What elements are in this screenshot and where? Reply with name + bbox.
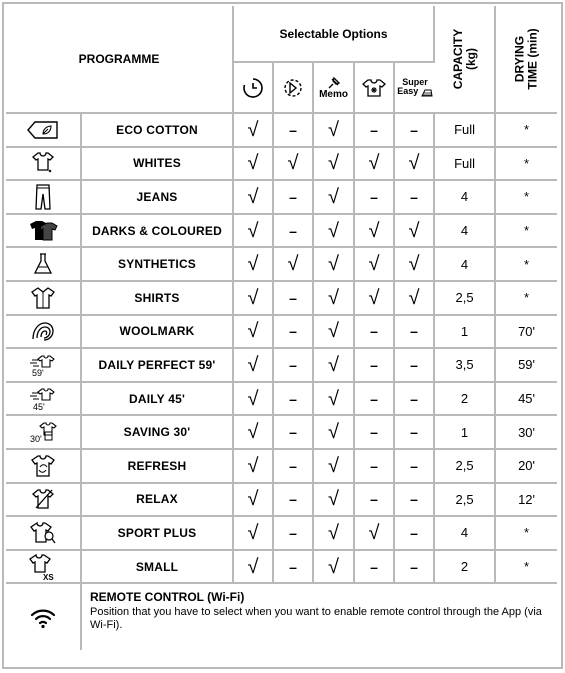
drying-time-value: 30' (496, 416, 557, 450)
programme-icon-cell (6, 416, 82, 450)
daily-45-icon (6, 386, 80, 412)
table-row (6, 349, 557, 383)
drying-time-value: 70' (496, 316, 557, 350)
programme-icon-cell (6, 248, 82, 282)
option-mark-dash: – (355, 450, 395, 484)
programme-name: SAVING 30' (82, 416, 234, 450)
option-mark-check: √ (234, 517, 274, 551)
option-mark-dash: – (355, 484, 395, 518)
small-shirt-icon (6, 553, 80, 581)
option-mark-dash: – (395, 181, 435, 215)
table-row (6, 484, 557, 518)
memo-label: Memo (319, 88, 348, 100)
remote-control-title: REMOTE CONTROL (Wi-Fi) (90, 590, 245, 605)
table-row (6, 450, 557, 484)
programme-name: SPORT PLUS (82, 517, 234, 551)
drying-time-value: * (496, 181, 557, 215)
capacity-value: 2,5 (435, 282, 496, 316)
programme-icon-cell (6, 517, 82, 551)
option-mark-check: √ (314, 484, 355, 518)
capacity-value: 2 (435, 551, 496, 585)
option-delay-start (234, 63, 274, 114)
drying-time-value: * (496, 517, 557, 551)
capacity-header-line1: CAPACITY (451, 28, 466, 90)
daily-perfect-59-icon (6, 352, 80, 378)
capacity-value: Full (435, 148, 496, 182)
option-mark-dash: – (274, 450, 314, 484)
programme-name: WOOLMARK (82, 316, 234, 350)
option-mark-check: √ (355, 248, 395, 282)
option-mark-dash: – (395, 517, 435, 551)
remote-control-text (82, 584, 557, 650)
option-mark-check: √ (234, 148, 274, 182)
option-mark-check: √ (355, 215, 395, 249)
svg-text:30': 30' (30, 434, 42, 445)
option-mark-check: √ (234, 551, 274, 585)
relax-icon (6, 487, 80, 511)
drying-time-value: 45' (496, 383, 557, 417)
option-mark-check: √ (395, 248, 435, 282)
option-mark-check: √ (234, 383, 274, 417)
option-mark-dash: – (274, 416, 314, 450)
programme-name: REFRESH (82, 450, 234, 484)
shirt-icon (6, 286, 80, 310)
drying-time-value: 59' (496, 349, 557, 383)
table-row (6, 551, 557, 585)
drying-time-value: 12' (496, 484, 557, 518)
table-row (6, 383, 557, 417)
option-mark-dash: – (274, 215, 314, 249)
table-row (6, 316, 557, 350)
capacity-value: 1 (435, 316, 496, 350)
wifi-icon (29, 605, 57, 629)
capacity-value: 4 (435, 248, 496, 282)
programme-icon-cell (6, 215, 82, 249)
option-mark-check: √ (314, 215, 355, 249)
option-mark-dash: – (355, 551, 395, 585)
programme-name: DAILY 45' (82, 383, 234, 417)
capacity-value: Full (435, 114, 496, 148)
option-mark-check: √ (314, 316, 355, 350)
option-mark-check: √ (234, 215, 274, 249)
option-mark-check: √ (234, 114, 274, 148)
programme-icon-cell (6, 450, 82, 484)
eco-tag-icon (6, 120, 80, 140)
table-row (6, 517, 557, 551)
table-row (6, 181, 557, 215)
option-mark-dash: – (274, 551, 314, 585)
option-mark-check: √ (355, 517, 395, 551)
option-mark-check: √ (234, 416, 274, 450)
programme-icon-cell (6, 316, 82, 350)
svg-text:45': 45' (33, 401, 45, 412)
option-mark-dash: – (274, 282, 314, 316)
option-mark-check: √ (395, 148, 435, 182)
drying-time-value: * (496, 114, 557, 148)
option-mark-dash: – (274, 114, 314, 148)
programme-table (6, 6, 557, 650)
capacity-value: 4 (435, 215, 496, 249)
option-mark-check: √ (314, 517, 355, 551)
option-mark-check: √ (314, 114, 355, 148)
programme-icon-cell (6, 484, 82, 518)
option-mark-dash: – (355, 181, 395, 215)
capacity-value: 4 (435, 517, 496, 551)
table-row (6, 416, 557, 450)
white-shirt-icon (6, 150, 80, 176)
option-mark-check: √ (395, 282, 435, 316)
option-mark-dash: – (355, 349, 395, 383)
capacity-value: 2,5 (435, 450, 496, 484)
option-mark-check: √ (314, 349, 355, 383)
programme-name: DAILY PERFECT 59' (82, 349, 234, 383)
drying-time-header (496, 6, 557, 114)
refresh-shirt-icon (6, 454, 80, 478)
programme-name: SMALL (82, 551, 234, 585)
option-mark-check: √ (234, 484, 274, 518)
super-easy-iron-icon (421, 88, 433, 97)
option-mark-check: √ (355, 282, 395, 316)
table-row (6, 114, 557, 148)
table-row (6, 248, 557, 282)
dark-clothes-icon (6, 218, 80, 244)
option-mark-dash: – (274, 517, 314, 551)
option-mark-check: √ (314, 383, 355, 417)
drying-time-value: * (496, 248, 557, 282)
capacity-value: 1 (435, 416, 496, 450)
jeans-icon (6, 183, 80, 211)
remote-icon-cell (6, 584, 82, 650)
svg-text:XS: XS (43, 572, 54, 581)
programme-icon-cell (6, 181, 82, 215)
drying-time-value: 20' (496, 450, 557, 484)
woolmark-icon (6, 319, 80, 343)
option-mark-dash: – (395, 484, 435, 518)
option-mark-dash: – (395, 551, 435, 585)
option-anti-crease (274, 63, 314, 114)
option-mark-check: √ (274, 248, 314, 282)
option-mark-dash: – (274, 316, 314, 350)
option-mark-check: √ (234, 181, 274, 215)
option-mark-check: √ (234, 450, 274, 484)
option-mark-dash: – (355, 383, 395, 417)
option-mark-check: √ (314, 416, 355, 450)
programme-name: RELAX (82, 484, 234, 518)
drying-time-header-line2: TIME (min) (525, 28, 540, 90)
programme-name: SHIRTS (82, 282, 234, 316)
option-memo (314, 63, 355, 114)
drying-time-value: * (496, 148, 557, 182)
option-mark-check: √ (314, 248, 355, 282)
programme-icon-cell (6, 114, 82, 148)
option-mark-dash: – (395, 383, 435, 417)
super-easy-label-line2: Easy (395, 87, 435, 96)
option-mark-check: √ (234, 248, 274, 282)
table-row (6, 215, 557, 249)
option-mark-dash: – (274, 484, 314, 518)
table-row (6, 148, 557, 182)
programme-name: ECO COTTON (82, 114, 234, 148)
option-mark-check: √ (314, 148, 355, 182)
programme-icon-cell (6, 148, 82, 182)
capacity-value: 4 (435, 181, 496, 215)
capacity-value: 2,5 (435, 484, 496, 518)
option-mark-check: √ (355, 148, 395, 182)
option-mark-dash: – (395, 316, 435, 350)
programme-icon-cell (6, 383, 82, 417)
selectable-options-header: Selectable Options (234, 6, 435, 63)
option-mark-check: √ (395, 215, 435, 249)
sport-shirt-icon (6, 521, 80, 545)
option-mark-dash: – (355, 316, 395, 350)
option-mark-dash: – (395, 114, 435, 148)
svg-text:59': 59' (32, 367, 44, 378)
capacity-value: 3,5 (435, 349, 496, 383)
option-mark-check: √ (314, 551, 355, 585)
option-mark-dash: – (355, 416, 395, 450)
drying-time-value: * (496, 551, 557, 585)
flask-icon (6, 252, 80, 276)
memo-pin-icon (325, 76, 343, 90)
option-mark-check: √ (274, 148, 314, 182)
programme-name: DARKS & COLOURED (82, 215, 234, 249)
drying-time-value: * (496, 282, 557, 316)
fresh-care-icon (361, 77, 387, 99)
option-mark-check: √ (234, 316, 274, 350)
option-mark-check: √ (314, 450, 355, 484)
capacity-header-line2: (kg) (464, 48, 479, 71)
option-mark-check: √ (314, 181, 355, 215)
option-mark-check: √ (234, 282, 274, 316)
programme-name: WHITES (82, 148, 234, 182)
programme-icon-cell (6, 551, 82, 585)
capacity-value: 2 (435, 383, 496, 417)
anti-crease-icon (282, 77, 304, 99)
programme-name: JEANS (82, 181, 234, 215)
programme-name: SYNTHETICS (82, 248, 234, 282)
drying-time-header-line1: DRYING (512, 35, 527, 83)
drying-time-value: * (496, 215, 557, 249)
option-mark-dash: – (274, 349, 314, 383)
option-mark-dash: – (274, 383, 314, 417)
programme-header: PROGRAMME (6, 6, 234, 114)
option-mark-dash: – (395, 349, 435, 383)
remote-control-description: Position that you have to select when you want to enable remote control through the App (via Wi-Fi). (90, 606, 542, 632)
programme-icon-cell (6, 349, 82, 383)
super-easy-label-line1: Super (402, 77, 428, 88)
programme-icon-cell (6, 282, 82, 316)
option-fresh-care (355, 63, 395, 114)
option-super-easy (395, 63, 435, 114)
capacity-header (435, 6, 496, 114)
option-mark-check: √ (314, 282, 355, 316)
option-mark-dash: – (355, 114, 395, 148)
option-mark-dash: – (395, 450, 435, 484)
option-mark-dash: – (395, 416, 435, 450)
option-mark-dash: – (274, 181, 314, 215)
saving-30-icon (6, 419, 80, 445)
delay-start-clock-icon (242, 77, 264, 99)
table-row (6, 282, 557, 316)
option-mark-check: √ (234, 349, 274, 383)
